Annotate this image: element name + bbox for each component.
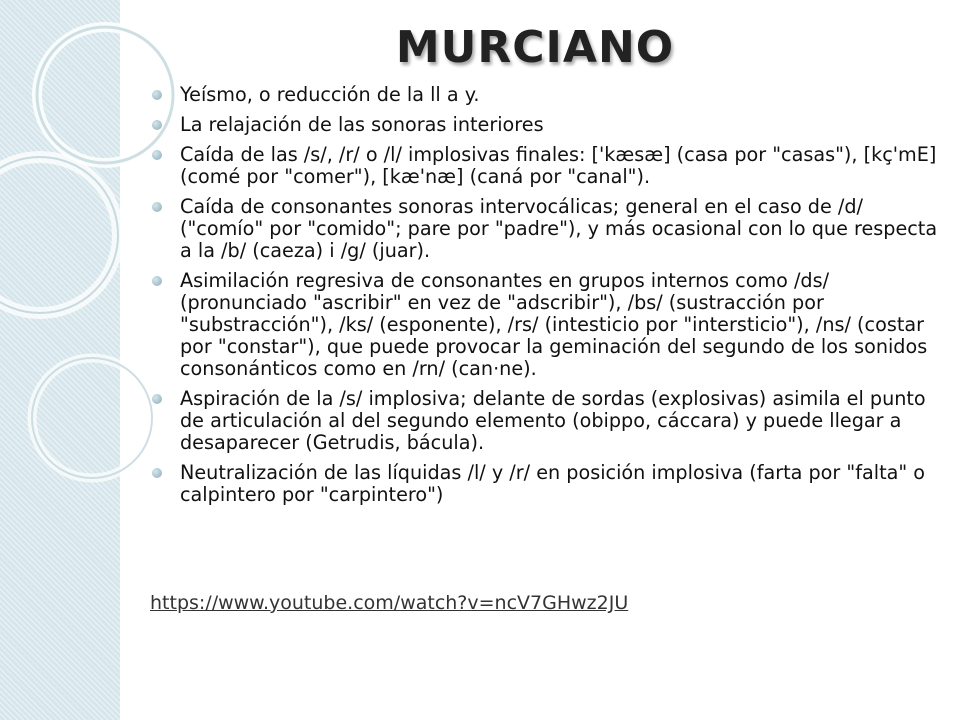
bullet-dot-icon [152,150,162,160]
bullet-text: Aspiración de la /s/ implosiva; delante de sordas (explosivas) asimila el punto de articulación al del segundo elemento (obippo, cáccara) y puede llegar a desaparecer (Getrudis, bácula). [180,387,926,454]
youtube-link[interactable]: https://www.youtube.com/watch?v=ncV7GHwz2JU [150,592,629,614]
bullet-text: Neutralización de las líquidas /l/ y /r/ en posición implosiva (farta por "falta" o calpintero por "carpintero") [180,461,926,506]
bullet-dot-icon [152,202,162,212]
list-item [148,84,938,106]
bullet-dot-icon [152,394,162,404]
list-item [148,196,938,262]
list-item [148,462,938,506]
list-item [148,114,938,136]
bullet-dot-icon [152,468,162,478]
list-item [148,270,938,380]
bullet-dot-icon [152,90,162,100]
list-item [148,144,938,188]
list-item [148,388,938,454]
bullet-text: Yeísmo, o reducción de la ll a y. [180,83,480,106]
bullet-dot-icon [152,120,162,130]
bullet-text: Caída de las /s/, /r/ o /l/ implosivas finales: ['kæsæ] (casa por "casas"), [kç'mE] (comé por "comer"), [kæ'næ] (caná por "canal"). [180,143,937,188]
slide-title: MURCIANO [395,22,675,73]
bullet-dot-icon [152,276,162,286]
bullet-text: Asimilación regresiva de consonantes en grupos internos como /ds/ (pronunciado "ascribir" en vez de "adscribir"), /bs/ (sustracción por "substracción"), /ks/ (esponente), /rs/ (intesticio por "intersticio"), /ns/ (costar por "constar"), que puede provocar la geminación del segundo de los sonidos consonánticos como en /rn/ (can·ne). [180,269,928,380]
bullet-list [148,84,938,514]
bullet-text: Caída de consonantes sonoras intervocálicas; general en el caso de /d/ ("comío" por "comido"; pare por "padre"), y más ocasional con lo que respecta a la /b/ (caeza) i /g/ (juar). [180,195,938,262]
bullet-text: La relajación de las sonoras interiores [180,113,544,136]
